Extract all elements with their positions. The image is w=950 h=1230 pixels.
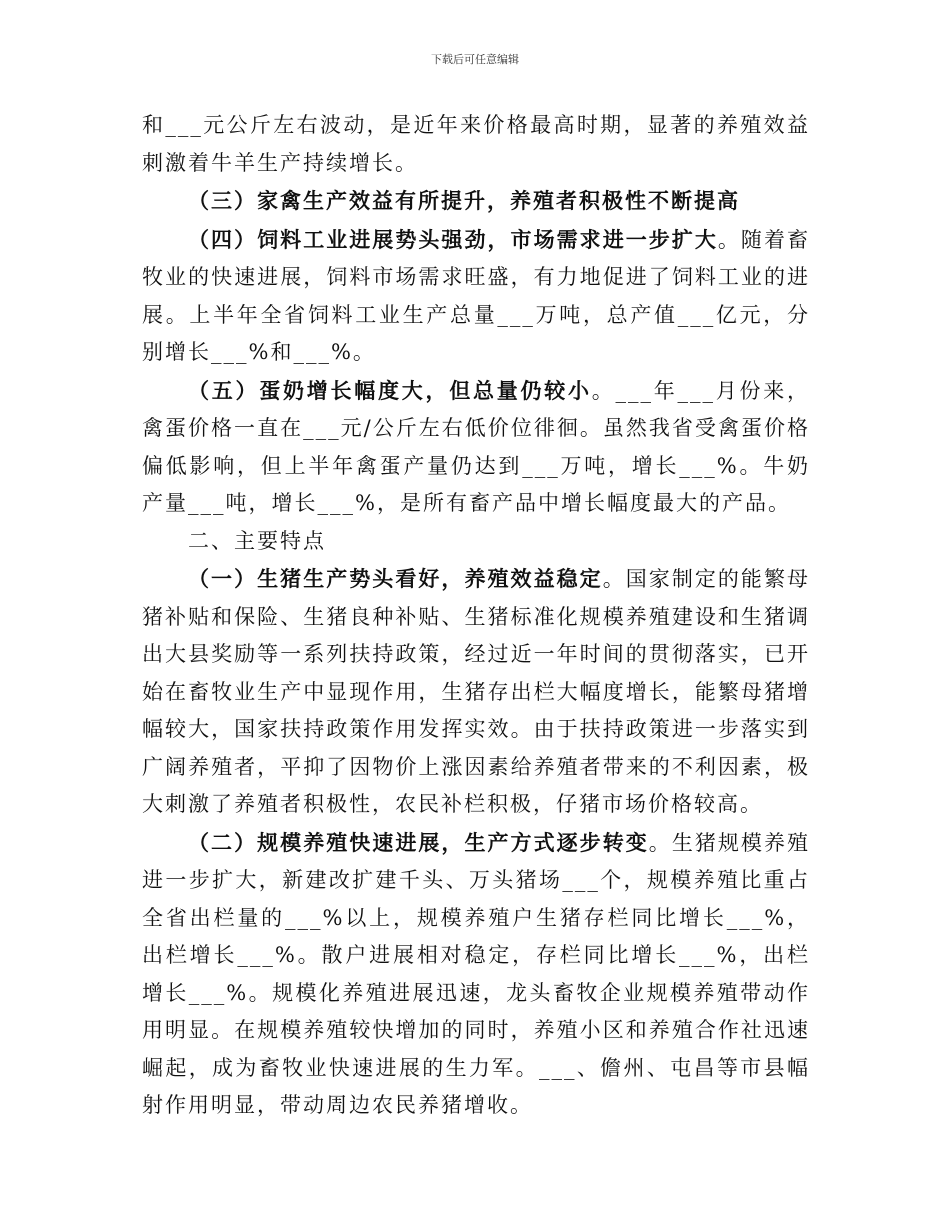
paragraph-text: 。随着畜牧业的快速进展，饲料市场需求旺盛，有力地促进了饲料工业的进展。上半年全省饲料工业生产总量___万吨，总产值___亿元，分别增长___%和___%。 <box>142 227 811 364</box>
paragraph-heading: （三）家禽生产效益有所提升，养殖者积极性不断提高 <box>188 188 740 213</box>
paragraph-scale-farming <box>142 824 810 1125</box>
document-body <box>142 107 810 1125</box>
paragraph-pig-production <box>142 560 810 824</box>
paragraph-text: 。国家制定的能繁母猪补贴和保险、生猪良种补贴、生猪标准化规模养殖建设和生猪调出大县奖励等一系列扶持政策，经过近一年时间的贯彻落实，已开始在畜牧业生产中显现作用，生猪存出栏大幅度增长，能繁母猪增幅较大，国家扶持政策作用发挥实效。由于扶持政策进一步落实到广阔养殖者，平抑了因物价上涨因素给养殖者带来的不利因素，极大刺激了养殖者积极性，农民补栏积极，仔猪市场价格较高。 <box>142 567 811 816</box>
section-title-main-features <box>142 523 810 561</box>
page-header-note: 下载后可任意编辑 <box>431 53 519 66</box>
paragraph-text: 。生猪规模养殖进一步扩大，新建改扩建千头、万头猪场___个，规模养殖比重占全省出栏量的___%以上，规模养殖户生猪存栏同比增长___%，出栏增长___%。散户进展相对稳定，存栏同比增长___%，出栏增长___%。规模化养殖进展迅速，龙头畜牧企业规模养殖带动作用明显。在规模养殖较快增加的同时，养殖小区和养殖合作社迅速崛起，成为畜牧业快速进展的生力军。___、儋州、屯昌等市县幅射作用明显，带动周边农民养猪增收。 <box>142 830 811 1117</box>
paragraph-text: 和___元公斤左右波动，是近年来价格最高时期，显著的养殖效益刺激着牛羊生产持续增长。 <box>142 113 810 175</box>
paragraph-heading: （一）生猪生产势头看好，养殖效益稳定 <box>188 566 603 591</box>
paragraph-heading: （五）蛋奶增长幅度大，但总量仍较小 <box>188 377 592 403</box>
paragraph-eggs-milk <box>142 372 810 523</box>
section-title: 二、主要特点 <box>188 528 326 553</box>
paragraph-feed-industry <box>142 221 810 372</box>
paragraph-price-continuation <box>142 107 810 182</box>
paragraph-heading: （二）规模养殖快速进展，生产方式逐步转变 <box>188 829 649 855</box>
paragraph-text: 。___年___月份来，禽蛋价格一直在___元/公斤左右低价位徘徊。虽然我省受禽蛋价格偏低影响，但上半年禽蛋产量仍达到___万吨，增长___%。牛奶产量___吨，增长___%，是所有畜产品中增长幅度最大的产品。 <box>142 378 810 515</box>
paragraph-heading: （四）饲料工业进展势头强劲，市场需求进一步扩大 <box>188 226 718 252</box>
heading-poultry <box>142 182 810 221</box>
